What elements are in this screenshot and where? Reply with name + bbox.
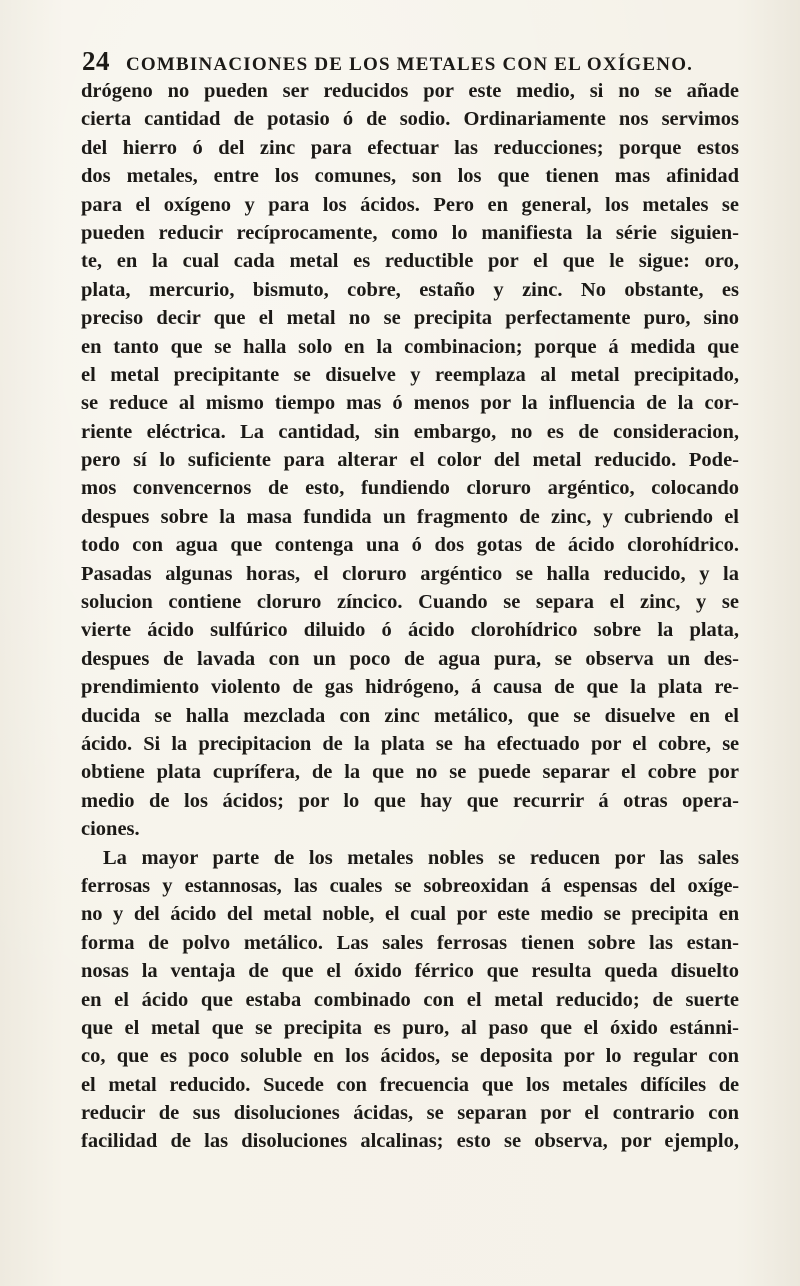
text-line: Pasadas algunas horas, el cloruro argéntico se halla reducido, y la <box>81 562 739 585</box>
text-line: co, que es poco soluble en los ácidos, se deposita por lo regular con <box>81 1045 739 1068</box>
text-line: en el ácido que estaba combinado con el metal reducido; de suerte <box>81 988 739 1011</box>
text-line: medio de los ácidos; por lo que hay que recurrir á otras opera- <box>81 789 739 812</box>
text-line: preciso decir que el metal no se precipita perfectamente puro, sino <box>81 307 739 330</box>
text-line: despues sobre la masa fundida un fragmento de zinc, y cubriendo el <box>81 505 739 528</box>
text-line: para el oxígeno y para los ácidos. Pero en general, los metales se <box>81 193 739 216</box>
text-line: el metal precipitante se disuelve y reemplaza al metal precipitado, <box>81 363 739 386</box>
text-line: no y del ácido del metal noble, el cual por este medio se precipita en <box>81 903 739 926</box>
text-line: riente eléctrica. La cantidad, sin embargo, no es de consideracion, <box>81 420 739 443</box>
text-line: mos convencernos de esto, fundiendo cloruro argéntico, colocando <box>81 477 739 500</box>
text-line: ácido. Si la precipitacion de la plata se ha efectuado por el cobre, se <box>81 732 739 755</box>
text-line: nosas la ventaja de que el óxido férrico que resulta queda disuelto <box>81 960 739 983</box>
text-line: ciones. <box>81 818 140 841</box>
text-line: vierte ácido sulfúrico diluido ó ácido clorohídrico sobre la plata, <box>81 619 739 642</box>
text-line: obtiene plata cuprífera, de la que no se puede separar el cobre por <box>81 761 739 784</box>
text-line: el metal reducido. Sucede con frecuencia que los metales difíciles de <box>81 1073 739 1096</box>
text-line: prendimiento violento de gas hidrógeno, á causa de que la plata re- <box>81 676 739 699</box>
text-line: drógeno no pueden ser reducidos por este medio, si no se añade <box>81 80 739 102</box>
text-line: facilidad de las disoluciones alcalinas; esto se observa, por ejemplo, <box>81 1130 739 1153</box>
text-line: despues de lavada con un poco de agua pura, se observa un des- <box>81 647 739 670</box>
text-line: todo con agua que contenga una ó dos gotas de ácido clorohídrico. <box>81 534 739 557</box>
text-line: ferrosas y estannosas, las cuales se sobreoxidan á espensas del oxíge- <box>81 874 739 897</box>
text-line: La mayor parte de los metales nobles se reducen por las sales <box>103 846 739 869</box>
text-line: reducir de sus disoluciones ácidas, se separan por el contrario con <box>81 1102 739 1125</box>
text-line: forma de polvo metálico. Las sales ferrosas tienen sobre las estan- <box>81 931 739 954</box>
text-line: ducida se halla mezclada con zinc metálico, que se disuelve en el <box>81 704 739 727</box>
body-text <box>81 77 739 1156</box>
text-line: cierta cantidad de potasio ó de sodio. Ordinariamente nos servimos <box>81 108 739 131</box>
text-line: plata, mercurio, bismuto, cobre, estaño y zinc. No obstante, es <box>81 278 739 301</box>
text-line: en tanto que se halla solo en la combinacion; porque á medida que <box>81 335 739 358</box>
text-line: te, en la cual cada metal es reductible por el que le sigue: oro, <box>81 250 739 273</box>
running-title: COMBINACIONES DE LOS METALES CON EL OXÍGENO. <box>126 54 694 75</box>
text-line: dos metales, entre los comunes, son los que tienen mas afinidad <box>81 165 739 188</box>
page-number: 24 <box>82 46 110 76</box>
text-line: que el metal que se precipita es puro, al paso que el óxido estánni- <box>81 1016 739 1039</box>
running-head <box>82 46 722 77</box>
text-line: se reduce al mismo tiempo mas ó menos por la influencia de la cor- <box>81 392 739 415</box>
text-line: pueden reducir recíprocamente, como lo manifiesta la série siguien- <box>81 221 739 244</box>
text-line: pero sí lo suficiente para alterar el color del metal reducido. Pode- <box>81 449 739 472</box>
text-line: solucion contiene cloruro zíncico. Cuando se separa el zinc, y se <box>81 591 739 614</box>
text-line: del hierro ó del zinc para efectuar las reducciones; porque estos <box>81 136 739 159</box>
